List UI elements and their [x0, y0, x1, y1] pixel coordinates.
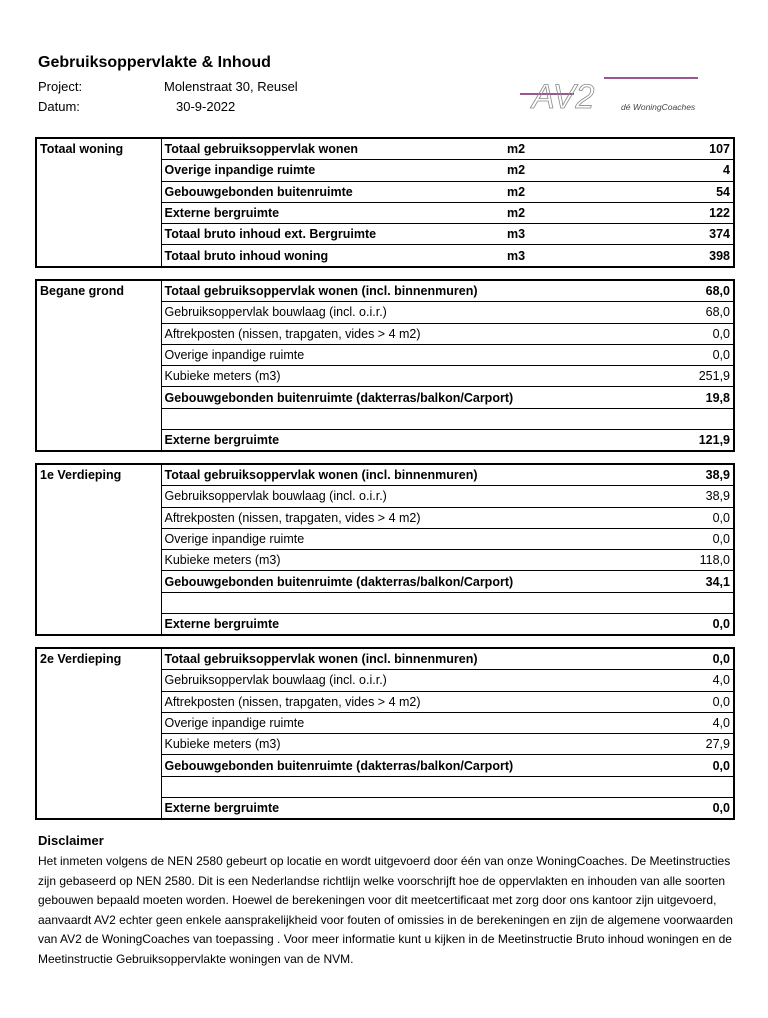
- floor-empty-row: [161, 408, 624, 429]
- floor-sub-value: 0,0: [624, 528, 734, 549]
- totaal-row-value: 122: [624, 202, 734, 223]
- floor-sub-name: Overige inpandige ruimte: [161, 528, 624, 549]
- logo-tagline: dé WoningCoaches: [621, 102, 696, 112]
- floor-sub-name: Aftrekposten (nissen, trapgaten, vides > 4 m2): [161, 507, 624, 528]
- floor-extern-name: Externe bergruimte: [164, 617, 280, 632]
- floor-total-value: 38,9: [624, 464, 734, 486]
- logo-mark: AV2: [532, 78, 595, 116]
- totaal-row-unit: m3: [504, 224, 624, 245]
- date-value: 30-9-2022: [176, 99, 236, 114]
- floor-extern-value: 0,0: [712, 617, 730, 632]
- totaal-row-name: Overige inpandige ruimte: [161, 160, 504, 181]
- floor-label: 2e Verdieping: [36, 648, 161, 819]
- totaal-row-name: Externe bergruimte: [161, 202, 504, 223]
- totaal-row-unit: m2: [504, 202, 624, 223]
- floor-extern-name: Externe bergruimte: [164, 801, 280, 816]
- project-label: Project:: [38, 79, 83, 94]
- floor-table-begane-grond: [35, 279, 735, 452]
- floor-sub-value: 0,0: [624, 344, 734, 365]
- floor-total-value: 68,0: [624, 280, 734, 302]
- disclaimer-text: Het inmeten volgens de NEN 2580 gebeurt op locatie en wordt uitgevoerd door één van onze WoningCoaches. De Meetinstructies zijn gebaseerd op NEN 2580. Dit is een Nederlandse richtlijn welke voorschrijft hoe de oppervlakten en inhouden van alle soorten gebouwen bepaald moeten worden. Hoewel de berekeningen voor dit meetcertificaat met zorg door ons kantoor zijn uitgevoerd, aanvaardt AV2 echter geen enkele aansprakelijkheid voor fouten of omissies in de berekeningen en zijn de algemene voorwaarden van AV2 de WoningCoaches van toepassing . Voor meer informatie kunt u kijken in de Meetinstructie Bruto inhoud woningen en de Meetinstructie Gebruiksoppervlakte woningen van de NVM.: [38, 854, 733, 966]
- date-label: Datum:: [38, 99, 80, 114]
- floor-label: Begane grond: [36, 280, 161, 451]
- floor-sub-name: Overige inpandige ruimte: [161, 344, 624, 365]
- floor-sub-value: 251,9: [624, 366, 734, 387]
- totaal-woning-table: [35, 137, 735, 268]
- floor-sub-name: Gebruiksoppervlak bouwlaag (incl. o.i.r.): [161, 302, 624, 323]
- totaal-row-unit: m2: [504, 181, 624, 202]
- floor-sub-name: Kubieke meters (m3): [161, 366, 624, 387]
- project-value: Molenstraat 30, Reusel: [164, 79, 298, 94]
- totaal-row-name: Totaal bruto inhoud woning: [164, 248, 329, 263]
- av2-logo: [520, 74, 700, 116]
- floor-extern-value: 121,9: [698, 433, 730, 448]
- page-title: Gebruiksoppervlakte & Inhoud: [38, 54, 271, 71]
- totaal-row-value: 107: [624, 138, 734, 160]
- floor-sub-value: 0,0: [624, 323, 734, 344]
- totaal-row-name: Gebouwgebonden buitenruimte: [161, 181, 504, 202]
- totaal-row-unit: m2: [504, 138, 624, 160]
- floor-sub-name: Overige inpandige ruimte: [161, 712, 624, 733]
- floor-sub-value: 0,0: [624, 691, 734, 712]
- floor-buiten-name: Gebouwgebonden buitenruimte (dakterras/balkon/Carport): [161, 755, 624, 776]
- floor-buiten-value: 34,1: [624, 571, 734, 592]
- floor-buiten-value: 19,8: [624, 387, 734, 408]
- floor-sub-name: Kubieke meters (m3): [161, 550, 624, 571]
- floor-sub-value: 0,0: [624, 507, 734, 528]
- floor-total-name: Totaal gebruiksoppervlak wonen (incl. binnenmuren): [161, 648, 624, 670]
- floor-empty-row: [624, 776, 734, 797]
- totaal-row-value: 374: [624, 224, 734, 245]
- floor-sub-name: Gebruiksoppervlak bouwlaag (incl. o.i.r.): [161, 486, 624, 507]
- totaal-row-name: Totaal gebruiksoppervlak wonen: [161, 138, 504, 160]
- floor-sub-value: 118,0: [624, 550, 734, 571]
- floor-sub-value: 4,0: [624, 670, 734, 691]
- floor-sub-value: 38,9: [624, 486, 734, 507]
- floor-sub-name: Aftrekposten (nissen, trapgaten, vides > 4 m2): [161, 323, 624, 344]
- floor-sub-name: Aftrekposten (nissen, trapgaten, vides > 4 m2): [161, 691, 624, 712]
- floor-empty-row: [624, 408, 734, 429]
- floor-sub-name: Gebruiksoppervlak bouwlaag (incl. o.i.r.): [161, 670, 624, 691]
- totaal-row-value: 54: [624, 181, 734, 202]
- floor-empty-row: [161, 776, 624, 797]
- totaal-row-name: Totaal bruto inhoud ext. Bergruimte: [161, 224, 504, 245]
- totaal-label: Totaal woning: [36, 138, 161, 267]
- floor-total-value: 0,0: [624, 648, 734, 670]
- floor-sub-value: 27,9: [624, 734, 734, 755]
- floor-buiten-name: Gebouwgebonden buitenruimte (dakterras/balkon/Carport): [161, 571, 624, 592]
- totaal-row-unit: m2: [504, 160, 624, 181]
- floor-total-name: Totaal gebruiksoppervlak wonen (incl. binnenmuren): [161, 280, 624, 302]
- floor-table-2e-verdieping: [35, 647, 735, 820]
- totaal-row-value: 398: [709, 248, 730, 263]
- totaal-row-value: 4: [624, 160, 734, 181]
- floor-sub-value: 68,0: [624, 302, 734, 323]
- floor-sub-name: Kubieke meters (m3): [161, 734, 624, 755]
- floor-extern-name: Externe bergruimte: [164, 433, 280, 448]
- floor-extern-value: 0,0: [712, 801, 730, 816]
- floor-empty-row: [624, 592, 734, 613]
- floor-table-1e-verdieping: [35, 463, 735, 636]
- floor-total-name: Totaal gebruiksoppervlak wonen (incl. binnenmuren): [161, 464, 624, 486]
- floor-buiten-value: 0,0: [624, 755, 734, 776]
- disclaimer-title: Disclaimer: [38, 833, 104, 848]
- floor-sub-value: 4,0: [624, 712, 734, 733]
- floor-empty-row: [161, 592, 624, 613]
- floor-buiten-name: Gebouwgebonden buitenruimte (dakterras/balkon/Carport): [161, 387, 624, 408]
- floor-label: 1e Verdieping: [36, 464, 161, 635]
- totaal-row-unit: m3: [507, 248, 526, 263]
